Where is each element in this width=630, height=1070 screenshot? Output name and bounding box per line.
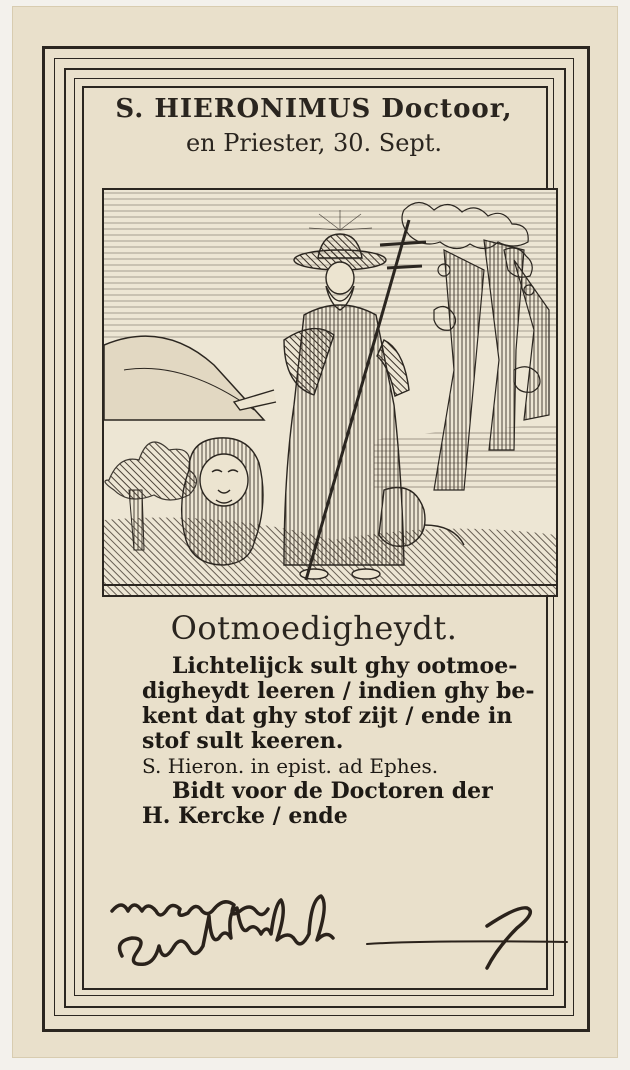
section-heading: Ootmoedigheydt.: [170, 609, 458, 647]
title-line-1: S. HIERONIMUS Doctoor,: [115, 94, 513, 124]
title-line-2: en Priester, 30. Sept.: [185, 129, 443, 157]
source-citation: S. Hieron. in epist. ad Ephes.: [142, 754, 439, 778]
devotional-print: [12, 6, 618, 1058]
body-line-3: kent dat ghy stof zijt / ende in: [142, 703, 513, 729]
prayer-line-2: H. Kercke / ende: [142, 803, 348, 829]
body-line-1: Lichtelijck sult ghy ootmoe-: [172, 653, 518, 679]
engraving-illustration: [104, 190, 556, 595]
prayer-line-1: Bidt voor de Doctoren der: [172, 778, 493, 804]
saint-jerome-engraving: [102, 188, 558, 597]
title-block: [92, 92, 536, 172]
body-text: [142, 654, 566, 829]
body-line-2: digheydt leeren / indien ghy be-: [142, 678, 535, 704]
signature-ink: [107, 866, 577, 986]
body-line-4: stof sult keeren.: [142, 728, 344, 754]
handwritten-signature: [107, 866, 577, 986]
